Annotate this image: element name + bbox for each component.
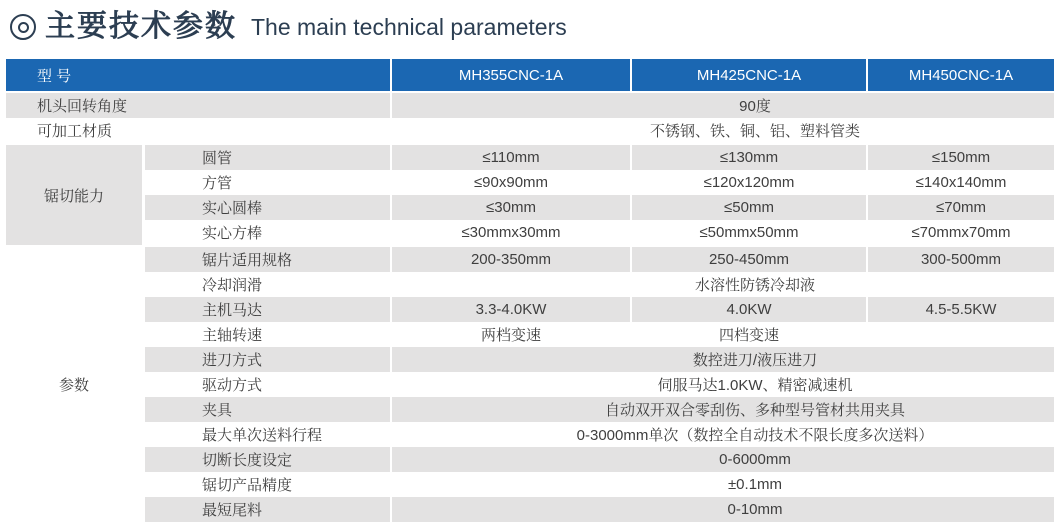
table-row — [6, 118, 1054, 143]
spec-value-cell: 0-6000mm — [392, 447, 1054, 472]
table-row — [145, 447, 1054, 472]
group-rows — [145, 247, 1054, 522]
spec-value-cell: 0-3000mm单次（数控全自动技术不限长度多次送料） — [392, 422, 1054, 447]
section-simple-rows — [6, 93, 1054, 143]
page-title — [10, 8, 567, 46]
spec-group — [6, 247, 1054, 522]
spec-sublabel-cell: 夹具 — [145, 397, 390, 422]
header-model-mh450: MH450CNC-1A — [868, 59, 1054, 91]
spec-value-cell: ≤50mm — [632, 195, 866, 220]
spec-sublabel-cell: 进刀方式 — [145, 347, 390, 372]
table-row — [145, 497, 1054, 522]
spec-value-cell: ≤140x140mm — [868, 170, 1054, 195]
spec-label-cell: 可加工材质 — [6, 118, 390, 143]
spec-value-cell: ≤30mmx30mm — [392, 220, 630, 245]
spec-value-cell: ≤120x120mm — [632, 170, 866, 195]
spec-sublabel-cell: 主机马达 — [145, 297, 390, 322]
spec-value-cell: 4.5-5.5KW — [868, 297, 1054, 322]
spec-value-cell: 自动双开双合零刮伤、多种型号管材共用夹具 — [392, 397, 1054, 422]
group-rows — [145, 145, 1054, 245]
section-groups — [6, 145, 1054, 522]
spec-label-cell: 机头回转角度 — [6, 93, 390, 118]
spec-sublabel-cell: 冷却润滑 — [145, 272, 390, 297]
spec-value-cell: 伺服马达1.0KW、精密减速机 — [392, 372, 1054, 397]
spec-value-cell: 两档变速 — [392, 322, 630, 347]
page-title-en: The main technical parameters — [251, 14, 567, 40]
spec-value-cell: ≤70mmx70mm — [868, 220, 1054, 245]
table-row — [145, 297, 1054, 322]
spec-value-cell: 250-450mm — [632, 247, 866, 272]
spec-value-cell: ≤90x90mm — [392, 170, 630, 195]
spec-value-cell — [868, 322, 1054, 347]
table-row — [145, 272, 1054, 297]
spec-sublabel-cell: 切断长度设定 — [145, 447, 390, 472]
spec-value-cell: 300-500mm — [868, 247, 1054, 272]
spec-value-cell: 数控进刀/液压进刀 — [392, 347, 1054, 372]
group-label-cell: 锯切能力 — [6, 145, 142, 245]
spec-sublabel-cell: 最大单次送料行程 — [145, 422, 390, 447]
group-label-cell: 参数 — [6, 247, 142, 522]
table-row — [145, 195, 1054, 220]
spec-value-cell: 200-350mm — [392, 247, 630, 272]
spec-sublabel-cell: 锯切产品精度 — [145, 472, 390, 497]
spec-sublabel-cell: 锯片适用规格 — [145, 247, 390, 272]
spec-value-cell: 3.3-4.0KW — [392, 297, 630, 322]
spec-value-cell: ≤110mm — [392, 145, 630, 170]
spec-value-cell: 不锈钢、铁、铜、铝、塑料管类 — [392, 118, 1054, 143]
header-model-mh425: MH425CNC-1A — [632, 59, 866, 91]
table-row — [145, 220, 1054, 245]
table-row — [145, 322, 1054, 347]
spec-sublabel-cell: 方管 — [145, 170, 390, 195]
spec-sublabel-cell: 圆管 — [145, 145, 390, 170]
spec-value-cell: ≤30mm — [392, 195, 630, 220]
double-circle-icon — [10, 14, 36, 40]
table-row — [6, 93, 1054, 118]
header-model-mh355: MH355CNC-1A — [392, 59, 630, 91]
spec-sublabel-cell: 实心方棒 — [145, 220, 390, 245]
table-row — [145, 422, 1054, 447]
spec-sublabel-cell: 驱动方式 — [145, 372, 390, 397]
spec-value-cell: 4.0KW — [632, 297, 866, 322]
spec-value-cell: ≤150mm — [868, 145, 1054, 170]
table-row — [145, 247, 1054, 272]
spec-value-cell: ≤70mm — [868, 195, 1054, 220]
table-row — [145, 170, 1054, 195]
page-title-zh: 主要技术参数 — [45, 10, 237, 43]
spec-group — [6, 145, 1054, 245]
spec-value-cell: 四档变速 — [632, 322, 866, 347]
header-model-label: 型 号 — [6, 59, 390, 91]
table-row — [145, 145, 1054, 170]
spec-value-cell: ≤130mm — [632, 145, 866, 170]
spec-value-cell: ±0.1mm — [392, 472, 1054, 497]
table-row — [145, 397, 1054, 422]
table-row — [145, 347, 1054, 372]
table-row — [145, 372, 1054, 397]
table-row — [145, 472, 1054, 497]
spec-sublabel-cell: 实心圆棒 — [145, 195, 390, 220]
spec-value-cell: 水溶性防锈冷却液 — [392, 272, 1054, 297]
spec-value-cell: 90度 — [392, 93, 1054, 118]
spec-sublabel-cell: 主轴转速 — [145, 322, 390, 347]
spec-value-cell: 0-10mm — [392, 497, 1054, 522]
table-header-row — [6, 59, 1054, 91]
spec-sublabel-cell: 最短尾料 — [145, 497, 390, 522]
technical-parameters-table — [6, 59, 1054, 524]
spec-value-cell: ≤50mmx50mm — [632, 220, 866, 245]
